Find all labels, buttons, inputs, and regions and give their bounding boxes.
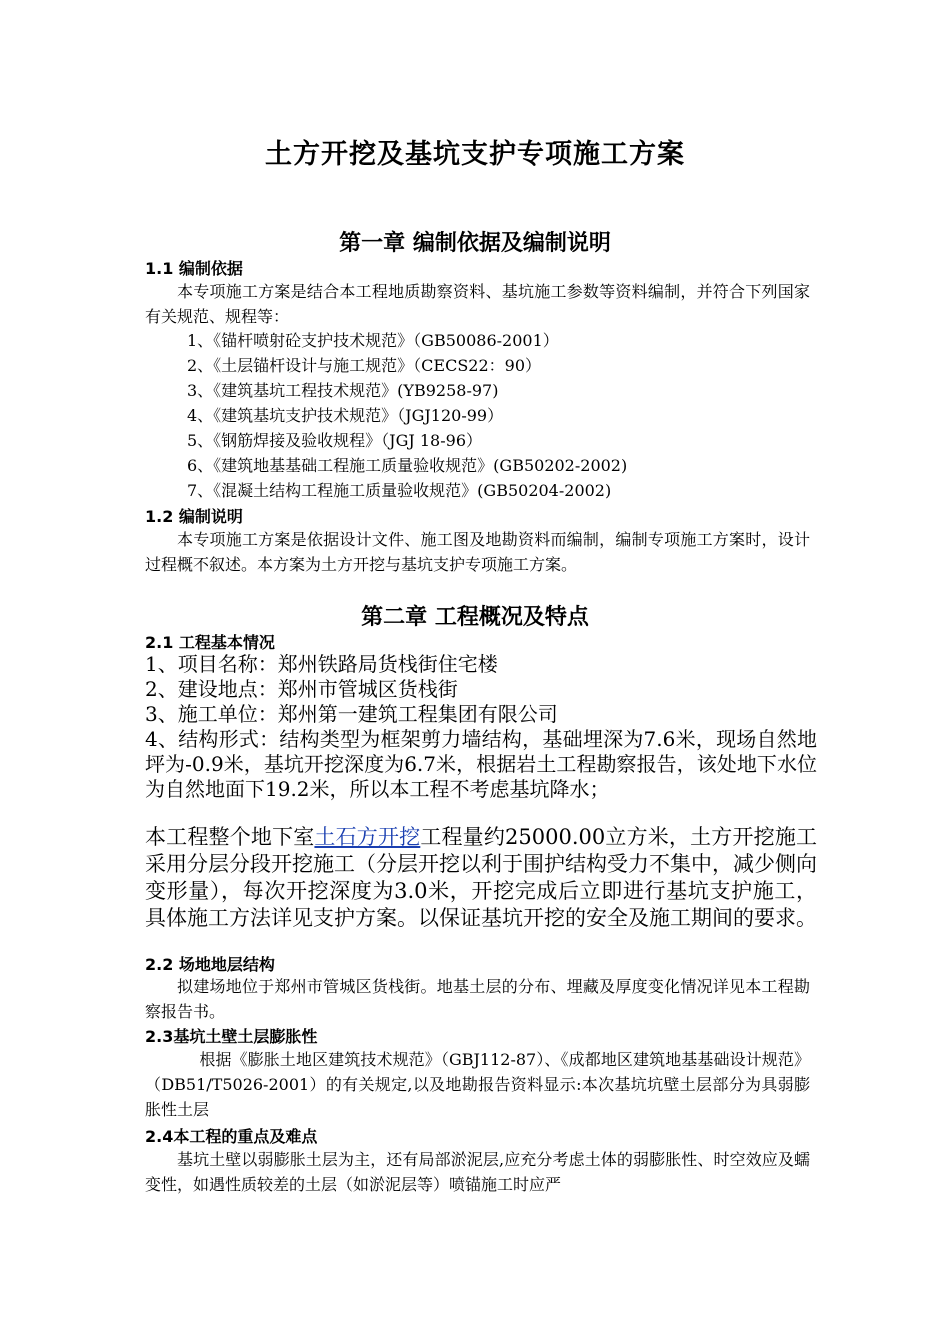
section-1-2-text: 本专项施工方案是依据设计文件、施工图及地勘资料而编制，编制专项施工方案时，设计过程概不叙述。本方案为土方开挖与基坑支护专项施工方案。	[145, 530, 810, 574]
structure-paragraph: 4、结构形式：结构类型为框架剪力墙结构，基础埋深为7.6米，现场自然地坪为-0.9米，基坑开挖深度为6.7米，根据岩土工程勘察报告，该处地下水位为自然地面下19.2米，所以本工程不考虑基坑降水；	[145, 727, 817, 801]
section-1-1-heading: 1.1 编制依据	[145, 259, 243, 278]
chapter-1-heading: 第一章 编制依据及编制说明	[339, 231, 611, 256]
excavation-text-rest: 工程量约25000.00立方米，土方开挖施工采用分层分段开挖施工（分层开挖以利于围护结构受力不集中，减少侧向变形量），每次开挖深度为3.0米，开挖完成后立即进行基坑支护施工，具体施工方法详见支护方案。以保证基坑开挖的安全及施工期间的要求。	[145, 825, 817, 930]
standard-item: 2、《土层锚杆设计与施工规范》（CECS22：90）	[187, 356, 542, 375]
contractor-line: 3、施工单位：郑州第一建筑工程集团有限公司	[145, 702, 558, 726]
excavation-paragraph	[145, 824, 817, 932]
standard-item: 5、《钢筋焊接及验收规程》（JGJ 18-96）	[187, 431, 483, 450]
section-2-3-text: 根据《膨胀土地区建筑技术规范》（GBJ112-87）、《成都地区建筑地基基础设计规范》（DB51/T5026-2001）的有关规定,以及地勘报告资料显示:本次基坑坑壁土层部分为具弱膨胀性土层	[145, 1050, 810, 1119]
section-2-4-heading: 2.4本工程的重点及难点	[145, 1127, 318, 1146]
section-1-1-intro: 本专项施工方案是结合本工程地质勘察资料、基坑施工参数等资料编制，并符合下列国家有关规范、规程等：	[145, 282, 810, 326]
section-2-1-heading: 2.1 工程基本情况	[145, 633, 275, 652]
standard-item: 1、《锚杆喷射砼支护技术规范》（GB50086-2001）	[187, 331, 559, 350]
project-name-line: 1、项目名称：郑州铁路局货栈街住宅楼	[145, 652, 498, 676]
section-1-2-heading: 1.2 编制说明	[145, 507, 243, 526]
section-2-3-heading: 2.3基坑土壁土层膨胀性	[145, 1027, 318, 1046]
section-2-4-text: 基坑土壁以弱膨胀土层为主，还有局部淤泥层,应充分考虑土体的弱膨胀性、时空效应及蠕变性，如遇性质较差的土层（如淤泥层等）喷锚施工时应严	[145, 1150, 810, 1194]
standard-item: 7、《混凝土结构工程施工质量验收规范》(GB50204-2002)	[187, 481, 612, 500]
chapter-2-heading: 第二章 工程概况及特点	[361, 605, 589, 630]
document-title: 土方开挖及基坑支护专项施工方案	[265, 139, 685, 170]
section-2-2-heading: 2.2 场地地层结构	[145, 955, 275, 974]
section-2-2-text: 拟建场地位于郑州市管城区货栈街。地基土层的分布、埋藏及厚度变化情况详见本工程勘察报告书。	[145, 977, 810, 1021]
standard-item: 3、《建筑基坑工程技术规范》(YB9258-97)	[187, 381, 499, 400]
location-line: 2、建设地点：郑州市管城区货栈街	[145, 677, 458, 701]
excavation-text-start: 本工程整个地下室	[145, 825, 315, 849]
standard-item: 4、《建筑基坑支护技术规范》（JGJ120-99）	[187, 406, 504, 425]
standard-item: 6、《建筑地基基础工程施工质量验收规范》(GB50202-2002)	[187, 456, 628, 475]
earthwork-link[interactable]: 土石方开挖	[314, 825, 421, 849]
